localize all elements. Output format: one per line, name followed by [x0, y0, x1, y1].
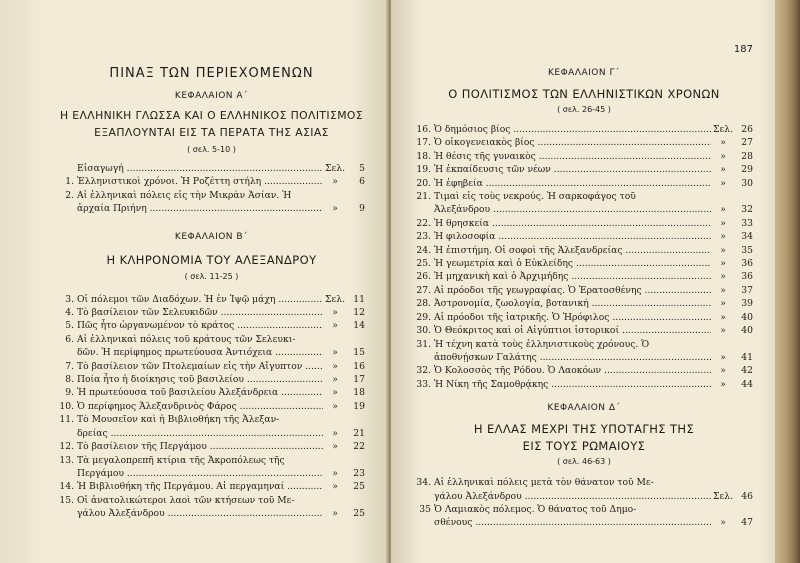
- entry-title-cont: [77, 467, 323, 480]
- entry-title: Ἡ ἐπιστήμη. Οἱ σοφοὶ τῆς Ἀλεξανδρείας: [434, 244, 623, 256]
- entry-number: 14.: [59, 481, 74, 493]
- entry-title: Ὁ δημόσιος βίος: [434, 124, 511, 135]
- entry-page: 41: [741, 351, 753, 363]
- entry-number: 12.: [59, 441, 74, 453]
- entry-page: 21: [353, 427, 365, 439]
- toc-entry: [58, 175, 365, 188]
- toc-entry: [58, 400, 365, 413]
- entry-title-cont-text: ἀρχαία Πριήνη: [77, 203, 147, 215]
- toc-entry: [58, 360, 365, 373]
- entry-title-wrap: [77, 400, 323, 413]
- page-marker: »: [332, 427, 338, 439]
- entry-title-wrap: [434, 324, 711, 337]
- leader-dots: [495, 231, 711, 242]
- book-edge: [775, 0, 800, 563]
- leader-dots: [537, 352, 711, 363]
- chapter-a-entries: [58, 162, 365, 216]
- entry-title-wrap: [434, 257, 711, 270]
- entry-title: Ὁ Λαμιακὸς πόλεμος. Ὁ θάνατος τοῦ Δημο-: [434, 503, 637, 515]
- entry-title: Αἱ ἑλληνικαὶ πόλεις μετὰ τὸν θάνατον τοῦ Με-: [434, 477, 654, 489]
- leader-dots: [108, 428, 323, 439]
- toc-entry: [415, 244, 753, 257]
- entry-page: 34: [741, 231, 753, 243]
- page-marker: »: [332, 307, 338, 319]
- entry-title-cont-text: γάλου Ἀλεξάνδρου: [434, 490, 522, 502]
- chapter-c-heading: Ο ΠΟΛΙΤΙΣΜΟΣ ΤΩΝ ΕΛΛΗΝΙΣΤΙΚΩΝ ΧΡΟΝΩΝ: [448, 87, 720, 101]
- entry-page: 14: [353, 320, 365, 332]
- entry-title-wrap: [77, 162, 323, 175]
- entry-page: 26: [741, 124, 753, 135]
- chapter-d-label: ΚΕΦΑΛΑΙΟΝ Δ΄: [547, 403, 621, 414]
- entry-title: Αἱ πρόοδοι τῆς γεωγραφίας. Ὁ Ἐρατοσθένης: [434, 284, 642, 296]
- leader-dots: [548, 379, 711, 390]
- page-marker: »: [720, 365, 726, 377]
- entry-number: 9.: [65, 387, 74, 399]
- entry-title: Ἡ μηχανικὴ καὶ ὁ Ἀρχιμήδης: [434, 271, 569, 283]
- entry-title: Αἱ ἑλληνικαὶ πόλεις τοῦ κράτους τῶν Σελευκι-: [77, 333, 296, 345]
- entry-number: 20.: [416, 177, 431, 189]
- toc-entry: [415, 177, 753, 190]
- entry-title-cont-text: δῶν. Ἡ περίφημος πρωτεύουσα Ἀντιόχεια: [77, 347, 273, 359]
- entry-page: 40: [741, 311, 753, 323]
- entry-title-cont-text: δρείας: [77, 427, 108, 439]
- page-marker: »: [332, 176, 338, 188]
- leader-dots: [207, 441, 323, 452]
- entry-page: 32: [741, 204, 753, 216]
- toc-entry: [58, 373, 365, 386]
- entry-page: 6: [359, 176, 365, 188]
- entry-page: 27: [741, 137, 753, 149]
- entry-number: 4.: [65, 307, 74, 319]
- entry-page: 28: [741, 150, 753, 162]
- page-marker: »: [720, 204, 726, 216]
- toc-entry: [58, 189, 365, 202]
- entry-title-cont: [77, 507, 323, 520]
- entry-title-wrap: [77, 373, 323, 386]
- entry-number: 13.: [59, 454, 74, 466]
- entry-title-wrap: [434, 270, 711, 283]
- toc-entry-continuation: [58, 427, 365, 440]
- toc-entry: [58, 440, 365, 453]
- toc-entry: [58, 333, 365, 346]
- entry-page: 36: [741, 258, 753, 270]
- entry-page: 25: [353, 481, 365, 493]
- leader-dots: [568, 271, 711, 282]
- entry-page: 23: [353, 467, 365, 479]
- entry-title: Ὁ Θεόκριτος καὶ οἱ Αἰγύπτιοι ἱστορικοί: [434, 325, 620, 337]
- entry-title: Ποία ἦτο ἡ διοίκησις τοῦ βασιλείου: [77, 374, 244, 386]
- chapter-d-entries: [415, 476, 753, 530]
- entry-number: 32.: [416, 365, 431, 377]
- leader-dots: [147, 203, 323, 214]
- toc-entry: [415, 163, 753, 176]
- page-marker: »: [720, 311, 726, 323]
- toc-entry-continuation: [58, 202, 365, 215]
- entry-page: 29: [741, 164, 753, 176]
- entry-title-wrap: [434, 378, 711, 391]
- page-marker: »: [720, 177, 726, 189]
- entry-number: 28.: [416, 298, 431, 310]
- leader-dots: [124, 163, 323, 174]
- leader-dots: [275, 294, 323, 305]
- page-marker: »: [720, 325, 726, 337]
- entry-title: Ἡ θέσις τῆς γυναικὸς: [434, 150, 536, 162]
- entry-title-wrap: [434, 297, 711, 310]
- entry-number: 33.: [416, 378, 431, 390]
- entry-title-cont: [434, 516, 711, 529]
- toc-entry: [58, 413, 365, 426]
- entry-title-cont-text: ἀποθνῄσκων Γαλάτης: [434, 351, 537, 363]
- right-page: [391, 0, 775, 563]
- page-marker: Σελ.: [713, 490, 733, 502]
- entry-title: Ἡ Βιβλιοθήκη τῆς Περγάμου. Αἱ περγαμηναί: [77, 481, 285, 493]
- leader-dots: [472, 517, 711, 528]
- page-marker: »: [332, 387, 338, 399]
- entry-title: Ἡ θρησκεία: [434, 217, 490, 229]
- entry-title-cont-text: σθένους: [434, 517, 473, 529]
- entry-title-cont: [434, 490, 711, 503]
- entry-title: Τὸ βασίλειον τῶν Πτολεμαίων εἰς τὴν Αἴγυπτον: [77, 360, 303, 372]
- entry-title-wrap: [77, 440, 323, 453]
- entry-page: 42: [741, 365, 753, 377]
- entry-page: 22: [353, 441, 365, 453]
- leader-dots: [278, 387, 323, 398]
- entry-title: Πῶς ἦτο ὠργανωμένον τὸ κράτος: [77, 320, 235, 332]
- entry-title-wrap: [77, 319, 323, 332]
- leader-dots: [609, 312, 711, 323]
- entry-page: 19: [353, 400, 365, 412]
- page-marker: »: [332, 441, 338, 453]
- toc-entry: [58, 454, 365, 467]
- entry-title: Ὁ οἰκογενειακὸς βίος: [434, 137, 535, 149]
- page-marker: »: [720, 258, 726, 270]
- entry-title-wrap: [77, 480, 323, 493]
- toc-entry-continuation: [415, 490, 753, 503]
- entry-title: Ἡ ἐφηβεία: [434, 177, 483, 189]
- page-marker: »: [720, 164, 726, 176]
- chapter-a-pages: ( σελ. 5-10 ): [187, 145, 236, 154]
- leader-dots: [510, 124, 711, 135]
- entry-number: 23.: [416, 231, 431, 243]
- page-number: 187: [733, 44, 753, 55]
- entry-page: 17: [353, 374, 365, 386]
- page-marker: Σελ.: [325, 163, 345, 174]
- entry-title: Τὸ βασίλειον τῶν Σελευκιδῶν: [77, 307, 218, 319]
- page-marker: »: [720, 271, 726, 283]
- chapter-a-heading-line1: Η ΕΛΛΗΝΙΚΗ ΓΛΩΣΣΑ ΚΑΙ Ο ΕΛΛΗΝΙΚΟΣ ΠΟΛΙΤΙΣΜΟΣ: [59, 109, 364, 122]
- toc-entry: [415, 123, 753, 136]
- entry-title-wrap: [434, 177, 711, 190]
- entry-title-cont: [434, 203, 711, 216]
- chapter-c-pages: ( σελ. 26-45 ): [557, 105, 611, 114]
- toc-entry-continuation: [58, 467, 365, 480]
- page-marker: »: [720, 517, 726, 529]
- page-marker: »: [720, 298, 726, 310]
- entry-number: 15.: [59, 494, 74, 506]
- leader-dots: [272, 347, 323, 358]
- page-marker: »: [332, 347, 338, 359]
- chapter-c-label: ΚΕΦΑΛΑΙΟΝ Γ΄: [548, 68, 620, 78]
- entry-title: Ὁ περίφημος Ἀλεξανδρινὸς Φάρος: [77, 400, 237, 412]
- toc-entry: [415, 338, 753, 351]
- entry-title: Αἱ πρόοδοι τῆς ἰατρικῆς. Ὁ Ἡρόφιλος: [434, 311, 610, 323]
- entry-title-wrap: [434, 217, 711, 230]
- chapter-d-heading: [415, 421, 753, 455]
- leader-dots: [490, 204, 711, 215]
- entry-title: Αἱ ἑλληνικαὶ πόλεις εἰς τὴν Μικρὰν Ἀσίαν. Ἡ: [77, 189, 292, 201]
- chapter-b-entries: [58, 293, 365, 521]
- leader-dots: [489, 218, 711, 229]
- entry-number: 30.: [416, 325, 431, 337]
- entry-number: 11.: [59, 414, 74, 426]
- toc-entry: [415, 284, 753, 297]
- toc-entry: [415, 378, 753, 391]
- toc-entry: [415, 311, 753, 324]
- toc-entry: [415, 217, 753, 230]
- entry-page: 40: [741, 325, 753, 337]
- entry-title: Τιμαὶ εἰς τοὺς νεκρούς. Ἡ σαρκοφάγος τοῦ: [434, 191, 636, 203]
- chapter-b-heading: Η ΚΛΗΡΟΝΟΜΙΑ ΤΟΥ ΑΛΕΞΑΝΔΡΟΥ: [106, 252, 317, 267]
- page-marker: »: [720, 244, 726, 256]
- entry-title: Τὸ Μουσεῖον καὶ ἡ Βιβλιοθήκη τῆς Ἀλεξαν-: [77, 414, 280, 426]
- page-marker: »: [332, 320, 338, 332]
- toc-entry: [415, 136, 753, 149]
- toc-entry: [415, 190, 753, 203]
- entry-title: Ἡ φιλοσοφία: [434, 231, 496, 243]
- entry-number: 2.: [65, 189, 74, 201]
- leader-dots: [237, 401, 323, 412]
- page-marker: »: [332, 360, 338, 372]
- entry-number: 6.: [65, 333, 74, 345]
- leader-dots: [589, 298, 711, 309]
- entry-page: 15: [353, 347, 365, 359]
- entry-title: Ἡ γεωμετρία καὶ ὁ Εὐκλείδης: [434, 258, 574, 270]
- entry-number: 1.: [65, 176, 74, 188]
- leader-dots: [535, 137, 711, 148]
- leader-dots: [551, 164, 711, 175]
- entry-page: 30: [741, 177, 753, 189]
- leader-dots: [234, 320, 323, 331]
- toc-entry-continuation: [415, 516, 753, 529]
- entry-page: 39: [741, 298, 753, 310]
- entry-title-wrap: [77, 306, 323, 319]
- entry-number: 3.: [65, 293, 74, 305]
- entry-number: 17.: [416, 137, 431, 149]
- page-marker: »: [332, 400, 338, 412]
- chapter-b-label: ΚΕΦΑΛΑΙΟΝ Β΄: [174, 231, 249, 242]
- entry-title: Ἡ ἐκπαίδευσις τῶν νέων: [434, 164, 551, 176]
- entry-title-cont: [77, 346, 323, 359]
- entry-title-wrap: [434, 364, 711, 377]
- leader-dots: [623, 245, 712, 256]
- toc-entry: [58, 293, 365, 306]
- page-marker: Σελ.: [325, 293, 345, 305]
- toc-entry: [415, 230, 753, 243]
- page-marker: Σελ.: [713, 124, 733, 135]
- entry-title-wrap: [77, 360, 323, 373]
- leader-dots: [601, 365, 711, 376]
- entry-page: 33: [741, 217, 753, 229]
- leader-dots: [522, 491, 711, 502]
- entry-page: 5: [359, 163, 365, 174]
- entry-title: Ἑλληνιστικοὶ χρόνοι. Ἡ Ροζέττη στήλη: [77, 176, 262, 188]
- toc-entry: [58, 494, 365, 507]
- chapter-b-pages: ( σελ. 11-25 ): [184, 271, 239, 281]
- entry-number: 31.: [416, 338, 431, 350]
- toc-entry: [415, 150, 753, 163]
- toc-entry: [415, 257, 753, 270]
- toc-entry: [58, 319, 365, 332]
- entry-title: Ὁ Κολοσσὸς τῆς Ρόδου. Ὁ Λαοκόων: [434, 365, 602, 377]
- entry-number: 22.: [416, 217, 431, 229]
- entry-title: Ἀστρονομία, ζωολογία, βοτανική: [434, 298, 589, 310]
- toc-entry: [415, 324, 753, 337]
- entry-title-wrap: [77, 175, 323, 188]
- entry-title-wrap: [434, 123, 711, 136]
- toc-entry: [415, 503, 753, 516]
- entry-title: Ἡ Νίκη τῆς Σαμοθρᾴκης: [434, 378, 549, 390]
- entry-number: 24.: [416, 244, 431, 256]
- entry-number: 21.: [416, 191, 431, 203]
- page-marker: »: [720, 284, 726, 296]
- entry-title-cont: [77, 427, 323, 440]
- entry-page: 18: [353, 387, 365, 399]
- entry-number: 8.: [65, 374, 74, 386]
- page-marker: »: [720, 231, 726, 243]
- entry-title-wrap: [434, 244, 711, 257]
- entry-page: 9: [359, 203, 365, 215]
- entry-title-wrap: [434, 284, 711, 297]
- toc-entry: [58, 480, 365, 493]
- toc-entry: [58, 162, 365, 175]
- contents-title: ΠΙΝΑΞ ΤΩΝ ΠΕΡΙΕΧΟΜΕΝΩΝ: [109, 66, 314, 81]
- leader-dots: [284, 481, 323, 492]
- entry-title-wrap: [77, 386, 323, 399]
- leader-dots: [573, 258, 711, 269]
- entry-page: 37: [741, 284, 753, 296]
- page-marker: »: [720, 150, 726, 162]
- leader-dots: [261, 176, 323, 187]
- entry-title: Εἰσαγωγή: [77, 163, 124, 174]
- entry-page: 46: [741, 490, 753, 502]
- entry-title-wrap: [434, 311, 711, 324]
- toc-entry: [415, 270, 753, 283]
- entry-title-wrap: [434, 136, 711, 149]
- page-marker: »: [720, 137, 726, 149]
- toc-entry-continuation: [415, 351, 753, 364]
- entry-page: 36: [741, 271, 753, 283]
- entry-number: 25.: [416, 258, 431, 270]
- entry-title-wrap: [434, 150, 711, 163]
- leader-dots: [124, 468, 323, 479]
- entry-title-wrap: [77, 293, 323, 306]
- entry-title-wrap: [434, 230, 711, 243]
- entry-page: 35: [741, 244, 753, 256]
- entry-page: 16: [353, 360, 365, 372]
- entry-number: 35: [419, 503, 431, 515]
- entry-title-cont: [77, 202, 323, 215]
- entry-page: 12: [353, 307, 365, 319]
- toc-entry-continuation: [58, 507, 365, 520]
- toc-entry: [415, 297, 753, 310]
- toc-entry: [58, 306, 365, 319]
- entry-title-cont-text: Ἀλεξάνδρου: [434, 204, 491, 216]
- entry-page: 44: [741, 378, 753, 390]
- chapter-a-label: ΚΕΦΑΛΑΙΟΝ Α΄: [174, 91, 249, 101]
- page-marker: »: [332, 508, 338, 520]
- entry-title-cont: [434, 351, 711, 364]
- entry-number: 7.: [65, 360, 74, 372]
- page-marker: »: [332, 374, 338, 386]
- toc-entry: [415, 364, 753, 377]
- page-marker: »: [720, 217, 726, 229]
- entry-number: 19.: [416, 164, 431, 176]
- entry-title: Οἱ ἀνατολικώτεροι λαοὶ τῶν κτήσεων τοῦ Με-: [77, 494, 295, 506]
- page-marker: »: [332, 481, 338, 493]
- toc-entry-continuation: [58, 346, 365, 359]
- leader-dots: [642, 285, 711, 296]
- leader-dots: [244, 374, 323, 385]
- entry-number: 10.: [59, 400, 74, 412]
- page-marker: »: [720, 351, 726, 363]
- chapter-d-heading-line2: ΕΙΣ ΤΟΥΣ ΡΩΜΑΙΟΥΣ: [522, 439, 646, 454]
- leader-dots: [165, 508, 323, 519]
- page-marker: »: [332, 467, 338, 479]
- leader-dots: [302, 361, 323, 372]
- chapter-a-heading: [58, 107, 365, 141]
- page-marker: »: [332, 203, 338, 215]
- entry-number: 16.: [416, 124, 431, 135]
- entry-number: 34.: [416, 477, 431, 489]
- entry-number: 26.: [416, 271, 431, 283]
- chapter-d-heading-line1: Η ΕΛΛΑΣ ΜΕΧΡΙ ΤΗΣ ΥΠΟΤΑΓΗΣ ΤΗΣ: [473, 422, 695, 437]
- chapter-d-pages: ( σελ. 46-63 ): [557, 457, 611, 467]
- entry-title: Οἱ πόλεμοι τῶν Διαδόχων. Ἡ ἐν Ἰψῷ μάχη: [77, 293, 276, 305]
- entry-title: Τὸ βασίλειον τῆς Περγάμου: [77, 441, 207, 453]
- entry-title: Τὰ μεγαλοπρεπῆ κτίρια τῆς Ἀκροπόλεως τῆς: [77, 454, 285, 466]
- left-page: [0, 0, 389, 563]
- toc-entry: [415, 476, 753, 489]
- chapter-a-heading-line2: ΕΞΑΠΛΟΥΝΤΑΙ ΕΙΣ ΤΑ ΠΕΡΑΤΑ ΤΗΣ ΑΣΙΑΣ: [94, 126, 329, 139]
- entry-title-cont-text: Περγάμου: [77, 467, 124, 479]
- entry-number: 27.: [416, 284, 431, 296]
- leader-dots: [619, 325, 711, 336]
- leader-dots: [483, 178, 711, 189]
- entry-page: 47: [741, 517, 753, 529]
- leader-dots: [536, 151, 711, 162]
- entry-title-wrap: [434, 163, 711, 176]
- entry-title: Ἡ τέχνη κατὰ τοὺς ἑλληνιστικοὺς χρόνους. Ὁ: [434, 338, 650, 350]
- entry-title: Ἡ πρωτεύουσα τοῦ βασιλείου Ἀλεξάνδρεια: [77, 387, 279, 399]
- chapter-c-entries: [415, 123, 753, 391]
- entry-page: 11: [353, 293, 365, 305]
- page-marker: »: [720, 378, 726, 390]
- entry-number: 29.: [416, 311, 431, 323]
- entry-page: 25: [353, 508, 365, 520]
- entry-number: 18.: [416, 150, 431, 162]
- entry-number: 5.: [65, 320, 74, 332]
- leader-dots: [218, 307, 323, 318]
- toc-entry-continuation: [415, 203, 753, 216]
- entry-title-cont-text: γάλου Ἀλεξάνδρου: [77, 508, 165, 520]
- toc-entry: [58, 386, 365, 399]
